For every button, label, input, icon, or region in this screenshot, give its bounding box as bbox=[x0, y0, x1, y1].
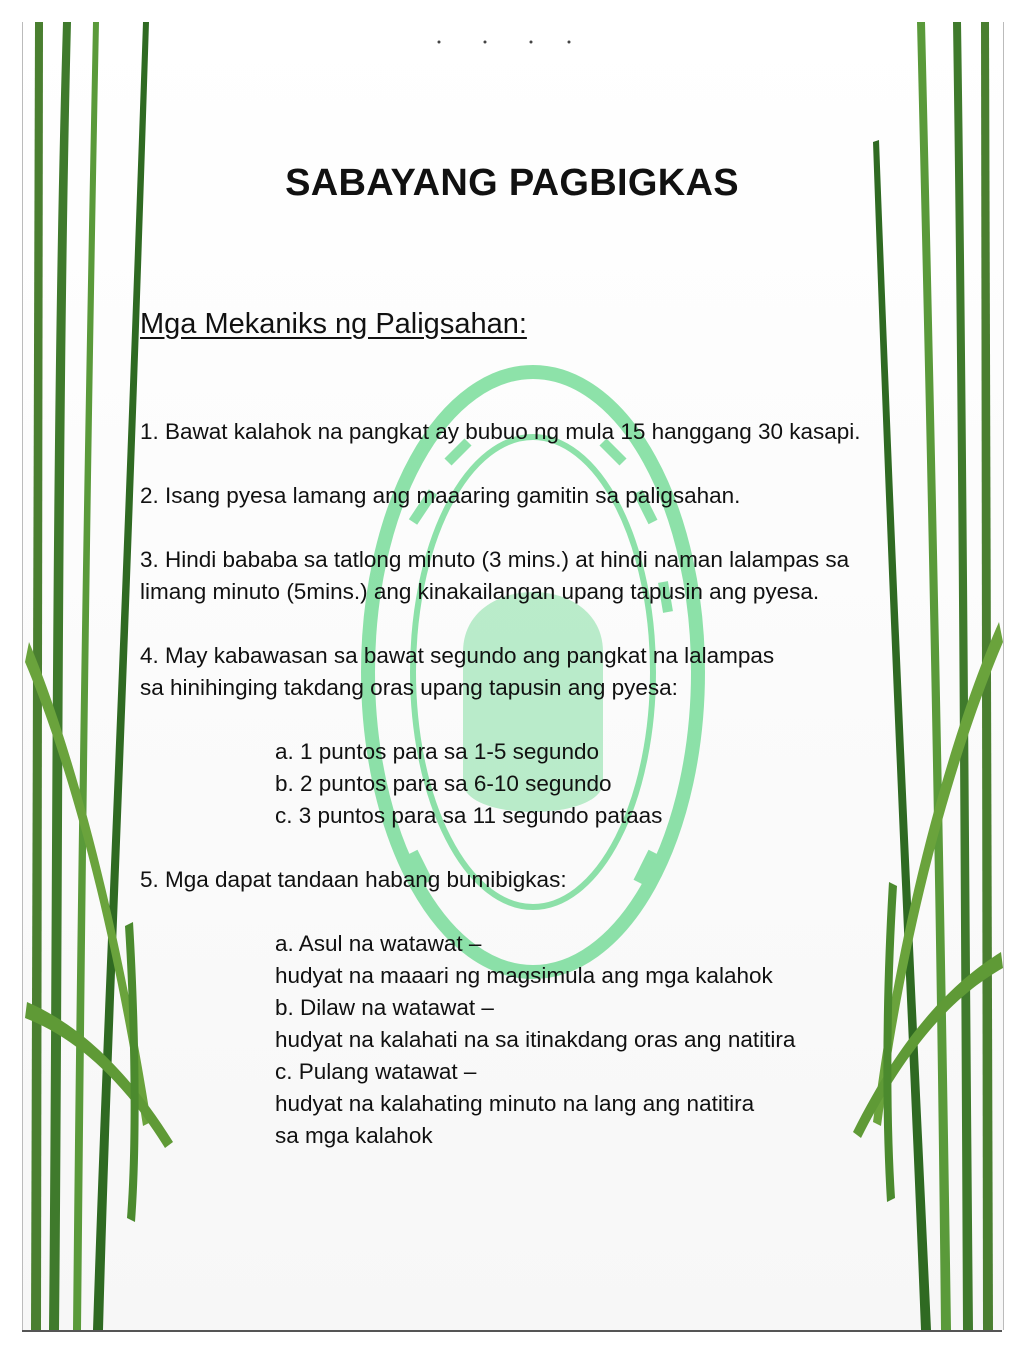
page-bottom-border bbox=[22, 1330, 1002, 1332]
rule-4-b: b. 2 puntos para sa 6-10 segundo bbox=[275, 771, 612, 796]
rule-2: 2. Isang pyesa lamang ang maaaring gamitin sa paligsahan. bbox=[140, 483, 741, 508]
rule-5-c-text-cont: sa mga kalahok bbox=[275, 1123, 433, 1148]
rule-3-line-2: limang minuto (5mins.) ang kinakailangan upang tapusin ang pyesa. bbox=[140, 579, 820, 604]
rule-4-c: c. 3 puntos para sa 11 segundo pataas bbox=[275, 803, 663, 828]
rule-5-c-text: hudyat na kalahating minuto na lang ang natitira bbox=[275, 1091, 755, 1116]
rule-4-a: a. 1 puntos para sa 1-5 segundo bbox=[275, 739, 599, 764]
rule-1: 1. Bawat kalahok na pangkat ay bubuo ng mula 15 hanggang 30 kasapi. bbox=[140, 419, 861, 444]
document-title: SABAYANG PAGBIGKAS bbox=[285, 162, 739, 204]
rule-4-line-1: 4. May kabawasan sa bawat segundo ang pangkat na lalampas bbox=[140, 643, 775, 668]
rule-3-line-1: 3. Hindi bababa sa tatlong minuto (3 mins.) at hindi naman lalampas sa bbox=[140, 547, 850, 572]
top-marks bbox=[423, 36, 583, 48]
rule-4-line-2: sa hinihinging takdang oras upang tapusin ang pyesa: bbox=[140, 675, 678, 700]
rule-5-a-heading: a. Asul na watawat – bbox=[275, 931, 482, 956]
section-heading: Mga Mekaniks ng Paligsahan: bbox=[140, 308, 527, 340]
rule-5: 5. Mga dapat tandaan habang bumibigkas: bbox=[140, 867, 567, 892]
rule-5-b-text: hudyat na kalahati na sa itinakdang oras ang natitira bbox=[275, 1027, 796, 1052]
rule-5-c-heading: c. Pulang watawat – bbox=[275, 1059, 477, 1084]
rule-5-a-text: hudyat na maaari ng magsimula ang mga kalahok bbox=[275, 963, 773, 988]
rules-list bbox=[140, 416, 920, 1152]
rule-5-b-heading: b. Dilaw na watawat – bbox=[275, 995, 494, 1020]
